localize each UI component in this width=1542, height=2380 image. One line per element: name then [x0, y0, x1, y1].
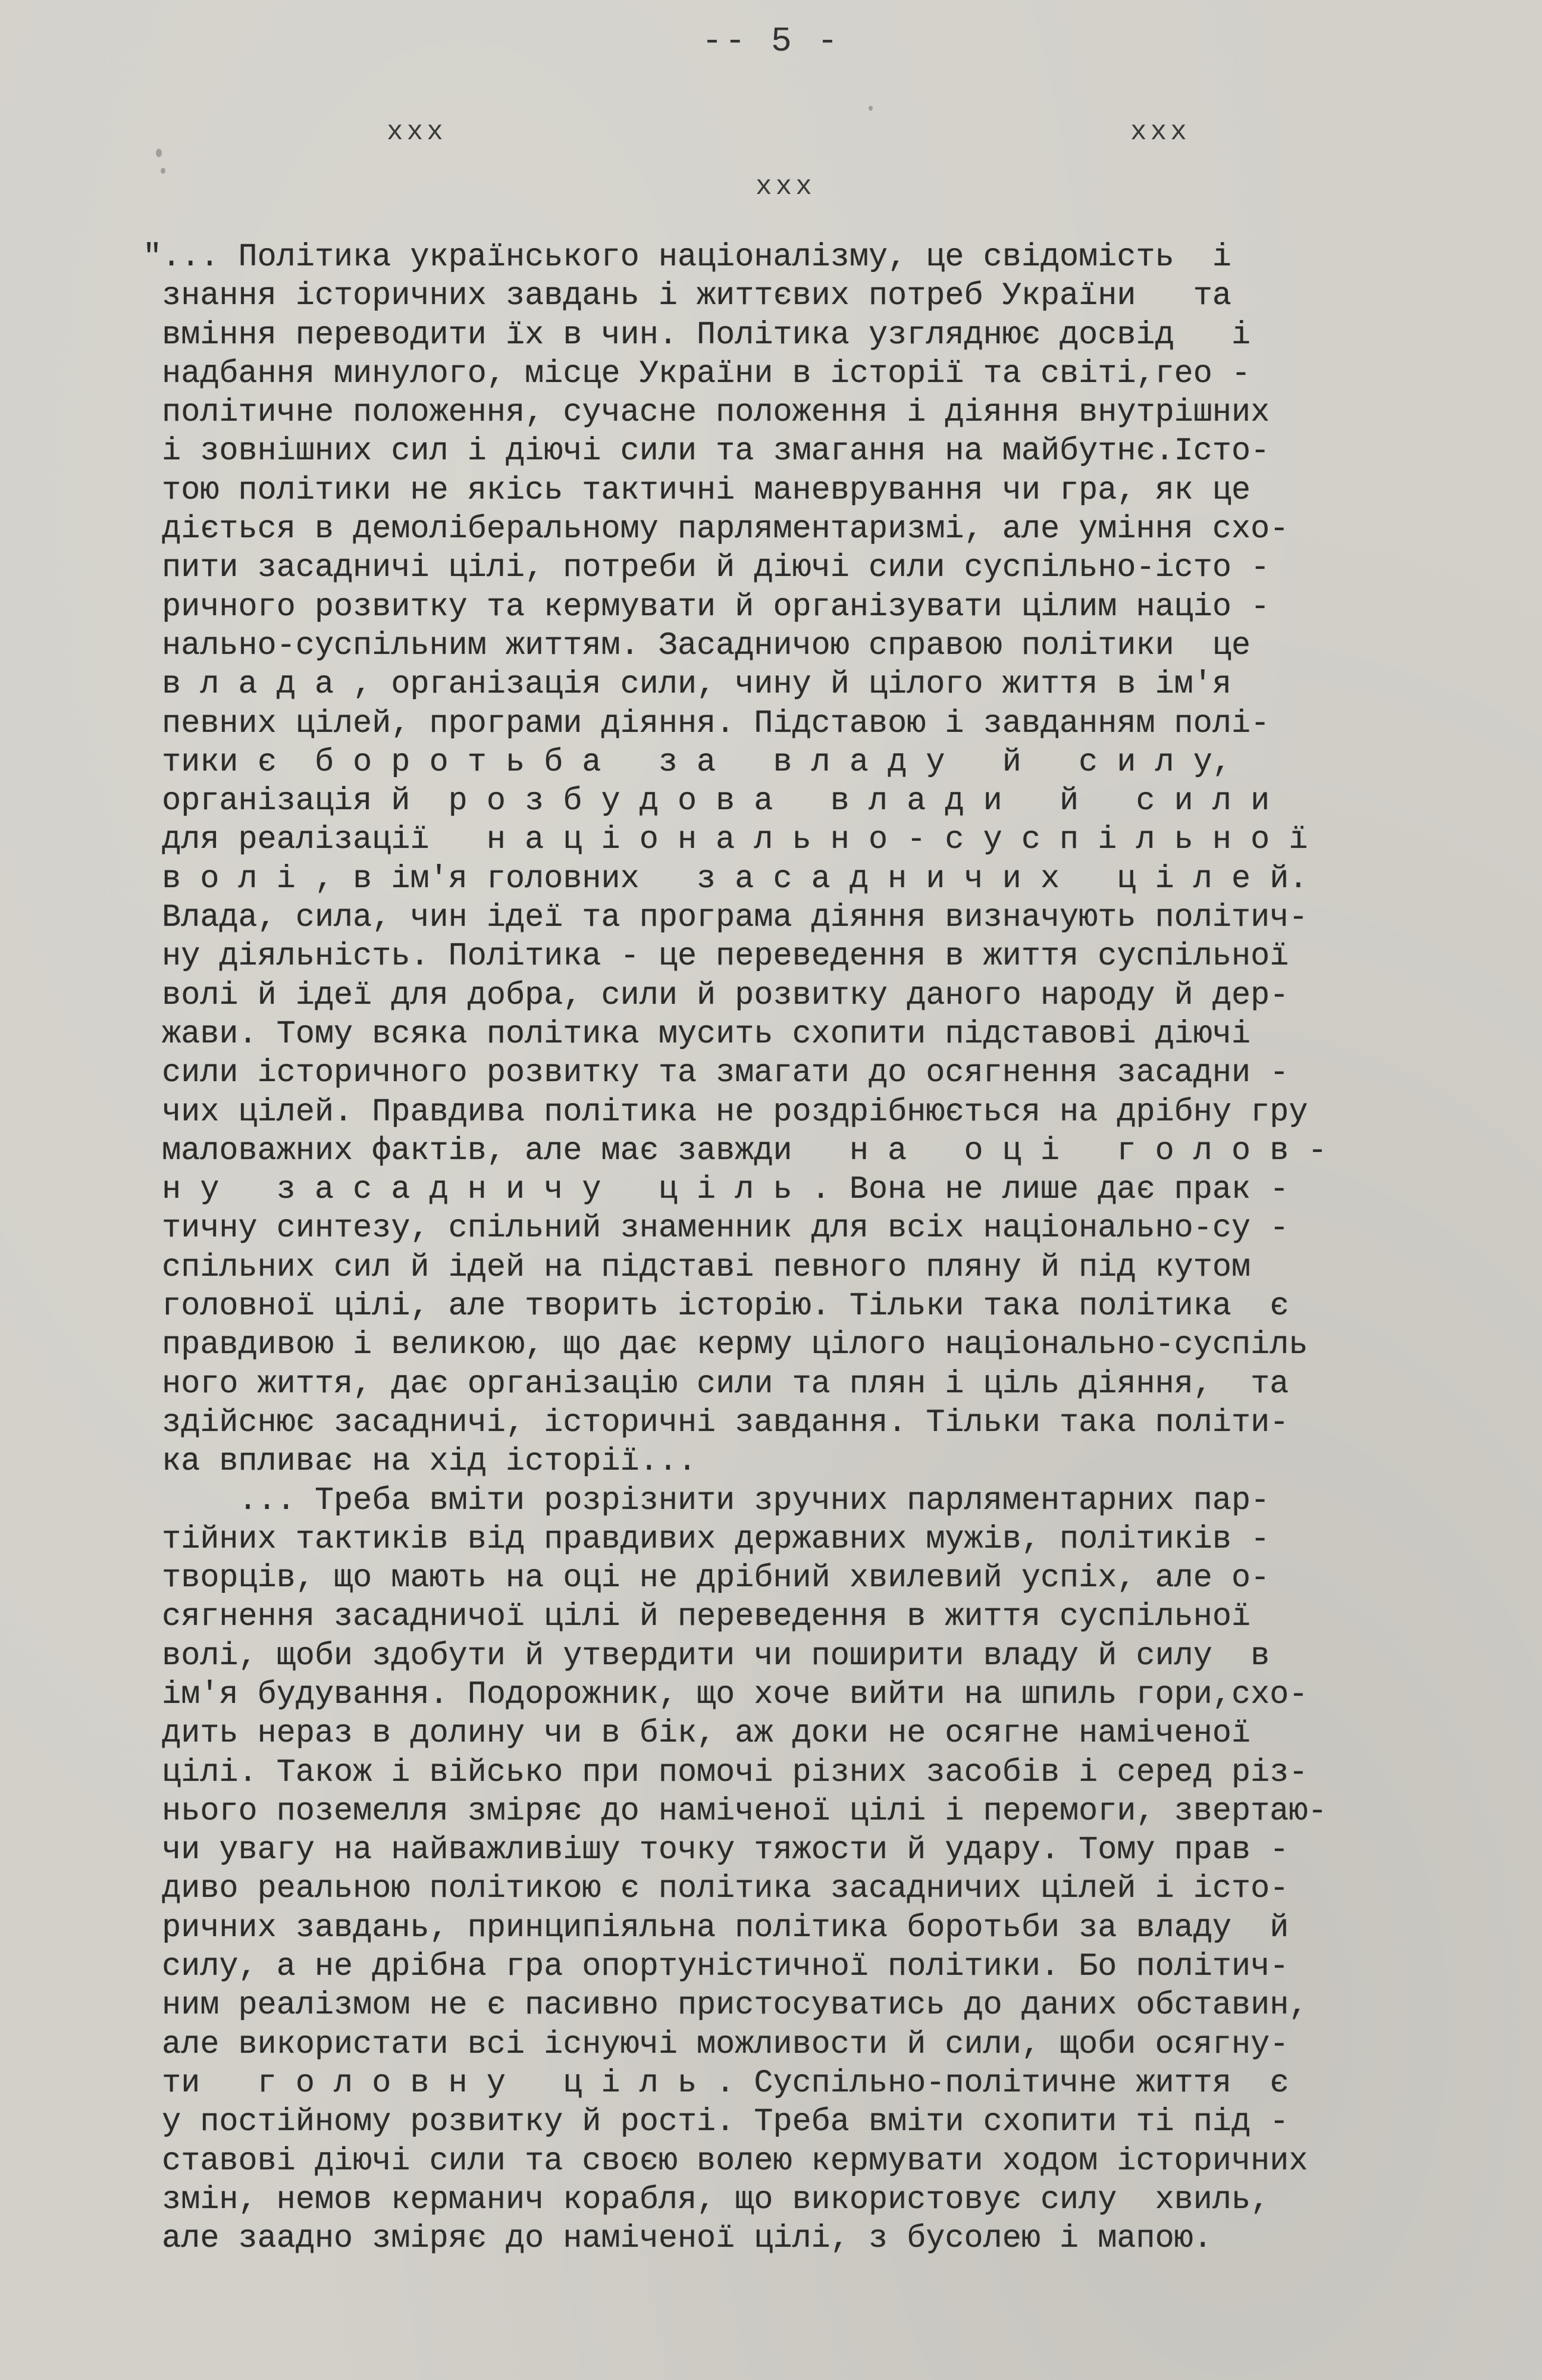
text-line: "... Політика українського націоналізму, це свідомість і — [143, 239, 1231, 275]
text-line: ставові діючі сили та своєю волею кермувати ходом історичних — [143, 2143, 1308, 2179]
text-line: політичне положення, сучасне положення і діяння внутрішних — [143, 394, 1270, 431]
ink-speck — [869, 106, 873, 111]
text-line: волі, щоби здобути й утвердити чи поширити владу й силу в — [143, 1637, 1270, 1674]
text-line: ти г о л о в н у ц і л ь . Суспільно-політичне життя є — [143, 2065, 1289, 2102]
text-line: нально-суспільним життям. Засадничою справою політики це — [143, 627, 1251, 664]
text-line: надбання минулого, місце України в історії та світі,гео - — [143, 355, 1251, 392]
text-line: здійснює засадничі, історичні завдання. Тільки така політи- — [143, 1404, 1289, 1441]
text-line: в л а д а , організація сили, чину й цілого життя в ім'я — [143, 666, 1231, 703]
text-line: змін, немов керманич корабля, що використовує силу хвиль, — [143, 2181, 1270, 2218]
text-line: тичну синтезу, спільний знаменник для всіх національно-су - — [143, 1210, 1289, 1247]
text-line: цілі. Також і військо при помочі різних засобів і серед різ- — [143, 1754, 1308, 1791]
text-line: ... Треба вміти розрізнити зручних парляментарних пар- — [143, 1482, 1270, 1519]
text-line: нього поземелля зміряє до наміченої цілі і перемоги, звертаю- — [143, 1793, 1327, 1830]
ink-speck — [156, 149, 162, 157]
text-line: диво реальною політикою є політика засадничих цілей і істо- — [143, 1871, 1289, 1908]
ink-speck — [161, 168, 165, 174]
section-marker-left: xxx — [387, 117, 447, 148]
text-line: ка впливає на хід історії... — [143, 1443, 697, 1480]
text-line: силу, а не дрібна гра опортуністичної політики. Бо політич- — [143, 1949, 1289, 1986]
text-line: ім'я будування. Подорожник, що хоче вийти на шпиль гори,схо- — [143, 1676, 1308, 1713]
text-line: н у з а с а д н и ч у ц і л ь . Вона не лише дає прак - — [143, 1172, 1289, 1208]
text-line: тики є б о р о т ь б а з а в л а д у й с и л у, — [143, 744, 1231, 781]
text-line: знання історичних завдань і життєвих потреб України та — [143, 278, 1231, 315]
text-line: Влада, сила, чин ідеї та програма діяння визначують політич- — [143, 900, 1308, 937]
text-line: жави. Тому всяка політика мусить схопити підставові діючі — [143, 1016, 1251, 1053]
text-line: в о л і , в ім'я головних з а с а д н и ч и х ц і л е й. — [143, 860, 1308, 897]
text-line: але використати всі існуючі можливости й сили, щоби осягну- — [143, 2026, 1289, 2063]
section-marker-center: xxx — [756, 171, 816, 202]
text-line: вміння переводити їх в чин. Політика узгляднює досвід і — [143, 317, 1251, 353]
text-line: організація й р о з б у д о в а в л а д и й с и л и — [143, 783, 1270, 820]
text-line: і зовнішних сил і діючі сили та змагання на майбутнє.Істо- — [143, 433, 1270, 470]
text-line: ричного розвитку та кермувати й організувати цілим націо - — [143, 588, 1270, 625]
text-line: дить нераз в долину чи в бік, аж доки не осягне наміченої — [143, 1715, 1251, 1752]
text-line: пити засадничі цілі, потреби й діючі сили суспільно-істо - — [143, 550, 1270, 587]
text-line: тійних тактиків від правдивих державних мужів, політиків - — [143, 1521, 1270, 1558]
page-number: -- 5 - — [701, 23, 841, 61]
text-line: певних цілей, програми діяння. Підставою і завданням полі- — [143, 705, 1270, 742]
text-line: сили історичного розвитку та змагати до осягнення засадни - — [143, 1055, 1289, 1092]
text-line: для реалізації н а ц і о н а л ь н о - с у с п і л ь н о ї — [143, 822, 1308, 859]
text-line: чих цілей. Правдива політика не роздрібнюється на дрібну гру — [143, 1094, 1308, 1130]
text-line: ним реалізмом не є пасивно пристосуватись до даних обставин, — [143, 1987, 1308, 2024]
text-line: волі й ідеї для добра, сили й розвитку даного народу й дер- — [143, 977, 1289, 1014]
text-line: головної цілі, але творить історію. Тільки така політика є — [143, 1288, 1289, 1325]
text-line: ну діяльність. Політика - це переведення в життя суспільної — [143, 938, 1289, 975]
text-line: діється в демоліберальному парляментаризмі, але уміння схо- — [143, 511, 1289, 548]
text-line: правдивою і великою, що дає керму цілого національно-суспіль — [143, 1327, 1308, 1364]
text-line: ричних завдань, принципіяльна політика боротьби за владу й — [143, 1909, 1289, 1946]
text-line: у постійному розвитку й рості. Треба вміти схопити ті під - — [143, 2104, 1289, 2141]
section-marker-right: xxx — [1130, 117, 1190, 148]
text-line: творців, що мають на оці не дрібний хвилевий успіх, але о- — [143, 1560, 1270, 1597]
text-line: чи увагу на найважливішу точку тяжости й удару. Тому прав - — [143, 1832, 1289, 1869]
text-line: спільних сил й ідей на підставі певного пляну й під кутом — [143, 1249, 1251, 1286]
text-line: тою політики не якісь тактичні маневрування чи гра, як це — [143, 472, 1251, 509]
text-line: сягнення засадничої цілі й переведення в життя суспільної — [143, 1599, 1251, 1636]
text-line: ного життя, дає організацію сили та плян і ціль діяння, та — [143, 1366, 1289, 1402]
text-line: але заадно зміряє до наміченої цілі, з бусолею і мапою. — [143, 2221, 1212, 2257]
text-line: маловажних фактів, але має завжди н а о ц і г о л о в - — [143, 1132, 1327, 1169]
typewritten-text — [143, 238, 1452, 2258]
